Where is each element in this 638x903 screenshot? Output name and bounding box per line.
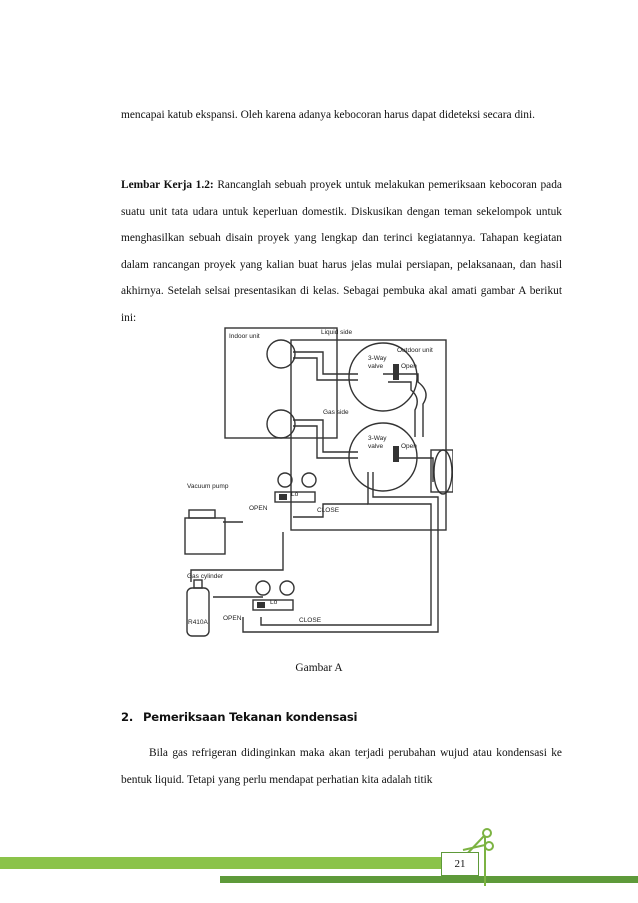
- label-r410a: R410A: [188, 619, 208, 626]
- label-open-2: OPEN: [223, 615, 242, 622]
- label-valve-bottom: valve: [368, 443, 384, 450]
- label-lo-1: Lo: [291, 491, 299, 498]
- vacuum-pump-body: [185, 518, 225, 554]
- section-title: Pemeriksaan Tekanan kondensasi: [143, 710, 358, 724]
- label-open-bottom: Open: [401, 443, 417, 450]
- worksheet-text: Rancanglah sebuah proyek untuk melakukan pemeriksaan kebocoran pada suatu unit tata udara untuk keperluan domestik. Diskusikan dengan teman sekelompok untuk menghasilkan sebuah disain proyek yang lengkap dan terinci kegiatannya. Tahapan kegiatan dalam rancangan proyek yang kalian buat harus jelas mulai persiapan, pelaksanaan, dan hasil akhirnya. Setelah selsai presentasikan di kelas. Sebagai pembuka akal amati gambar A berikut ini:: [121, 179, 562, 324]
- figure-caption: Gambar A: [295, 662, 343, 674]
- label-gas-cylinder: Gas cylinder: [187, 573, 224, 580]
- label-open-top: Open: [401, 363, 417, 370]
- label-lo-2: Lo: [270, 599, 278, 606]
- footer-bar-dark: [220, 876, 638, 883]
- label-close-2: CLOSE: [299, 617, 322, 624]
- section-heading: [121, 710, 357, 724]
- paragraph-worksheet: [121, 172, 562, 331]
- label-open-1: OPEN: [249, 505, 268, 512]
- label-indoor-unit: Indoor unit: [229, 333, 260, 340]
- page-number: 21: [441, 852, 479, 876]
- paragraph-condensation: Bila gas refrigeran didinginkan maka akan terjadi perubahan wujud atau kondensasi ke bentuk liquid. Tetapi yang perlu mendapat perhatian kita adalah titik: [121, 747, 562, 786]
- paragraph-leak-detection: mencapai katub ekspansi. Oleh karena adanya kebocoran harus dapat dideteksi secara dini.: [121, 109, 536, 121]
- label-valve-top: valve: [368, 363, 384, 370]
- leak-test-diagram: [183, 322, 453, 652]
- worksheet-label: Lembar Kerja 1.2:: [121, 179, 214, 191]
- label-liquid-side: Liquid side: [321, 329, 353, 336]
- label-3way-bottom: 3-Way: [368, 435, 387, 442]
- label-close-1: CLOSE: [317, 507, 340, 514]
- label-gas-side: Gas side: [323, 409, 349, 416]
- label-vacuum-pump: Vacuum pump: [187, 483, 229, 490]
- label-3way-top: 3-Way: [368, 355, 387, 362]
- section-number: 2.: [121, 710, 134, 724]
- footer-bar-light: [0, 857, 452, 869]
- label-outdoor-unit: Outdoor unit: [397, 347, 433, 354]
- indoor-unit-box: [225, 328, 337, 438]
- gas-cylinder-body: [187, 588, 209, 636]
